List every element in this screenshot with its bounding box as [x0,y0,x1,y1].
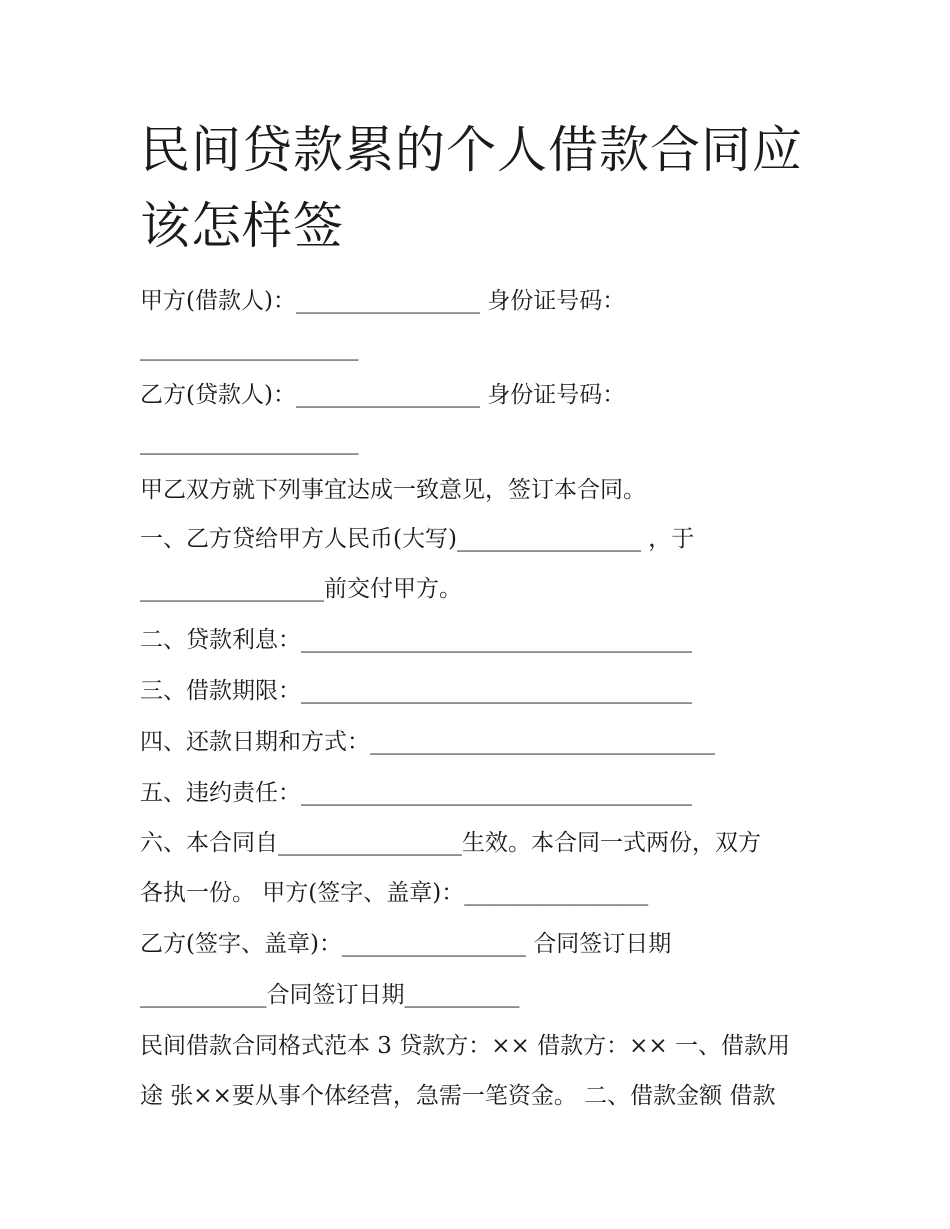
party-b-signature: 乙方(签字、盖章)：________________ 合同签订日期 [140,931,672,957]
clause-6-effective: 六、本合同自________________生效。本合同一式两份，双方 [140,830,761,856]
party-a-line: 甲方(借款人)：________________ 身份证号码： [140,288,626,314]
party-a-id-blank: ___________________ [140,335,359,361]
clause-5-liability: 五、违约责任：__________________________________ [140,780,692,806]
clause-1-amount: 一、乙方贷给甲方人民币(大写)________________ ，于 [140,526,695,552]
party-a-signature: 各执一份。 甲方(签字、盖章)：________________ [140,880,649,906]
party-b-line: 乙方(贷款人)：________________ 身份证号码： [140,382,626,408]
template-3-purpose: 途 张××要从事个体经营，急需一笔资金。 二、借款金额 借款 [140,1083,776,1109]
clause-2-interest: 二、贷款利息：__________________________________ [140,627,692,653]
clause-1-delivery: ________________前交付甲方。 [140,576,462,602]
template-3-intro: 民间借款合同格式范本 3 贷款方：×× 借款方：×× 一、借款用 [140,1033,790,1059]
signing-date-line: ___________合同签订日期__________ [140,982,520,1008]
clause-4-repayment: 四、还款日期和方式：______________________________ [140,729,715,755]
clause-3-term: 三、借款期限：__________________________________ [140,678,692,704]
party-b-id-blank: ___________________ [140,429,359,455]
document-title: 民间贷款累的个人借款合同应该怎样签 [140,121,803,255]
agreement-intro: 甲乙双方就下列事宜达成一致意见，签订本合同。 [140,477,646,503]
